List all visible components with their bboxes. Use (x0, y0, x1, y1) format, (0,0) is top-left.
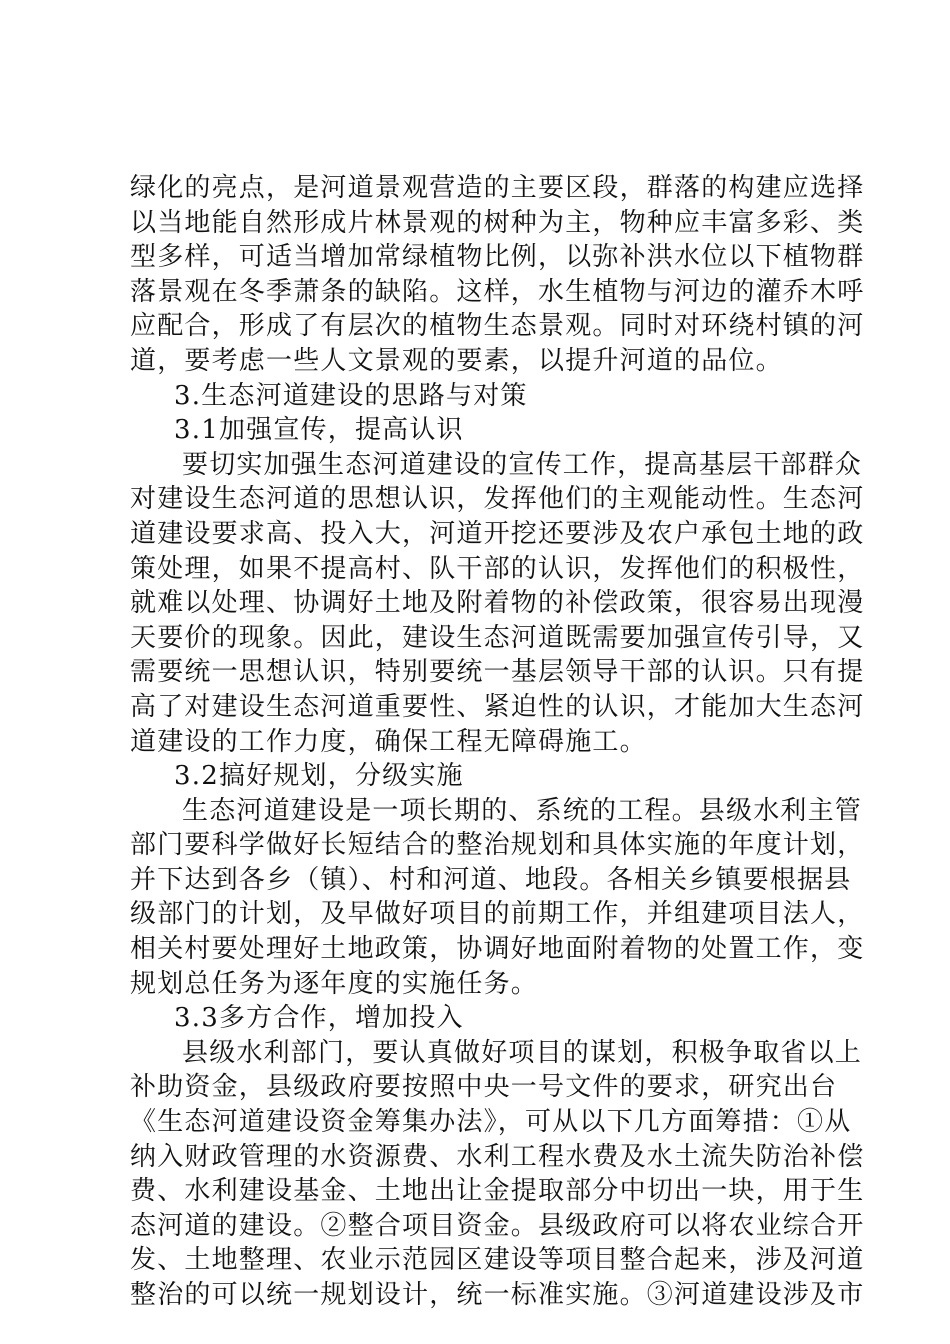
paragraph-line: 规划总任务为逐年度的实施任务。 (130, 968, 539, 999)
paragraph-line: 费、水利建设基金、土地出让金提取部分中切出一块，用于生 (130, 1176, 865, 1207)
paragraph-line: 要切实加强生态河道建设的宣传工作，提高基层干部群众 (182, 449, 863, 480)
paragraph-line: 整治的可以统一规划设计，统一标准实施。③河道建设涉及市 (130, 1280, 865, 1310)
subsection-heading: 3.2搞好规划，分级实施 (174, 761, 464, 792)
section-heading: 3.生态河道建设的思路与对策 (174, 380, 528, 411)
paragraph-line: 态河道的建设。②整合项目资金。县级政府可以将农业综合开 (130, 1210, 865, 1241)
paragraph-line: 需要统一思想认识，特别要统一基层领导干部的认识。只有提 (130, 657, 865, 688)
paragraph-line: 策处理，如果不提高村、队干部的认识，发挥他们的积极性， (130, 553, 865, 584)
body-text (130, 171, 865, 1313)
paragraph-line: 对建设生态河道的思想认识，发挥他们的主观能动性。生态河 (130, 484, 865, 515)
paragraph-line: 型多样，可适当增加常绿植物比例，以弥补洪水位以下植物群 (130, 242, 865, 273)
paragraph-line: 落景观在冬季萧条的缺陷。这样，水生植物与河边的灌乔木呼 (130, 276, 865, 307)
paragraph-line: 天要价的现象。因此，建设生态河道既需要加强宣传引导，又 (130, 622, 865, 653)
paragraph-line: 应配合，形成了有层次的植物生态景观。同时对环绕村镇的河 (130, 311, 865, 342)
paragraph-line: 发、土地整理、农业示范园区建设等项目整合起来，涉及河道 (130, 1245, 865, 1276)
subsection-heading: 3.3多方合作，增加投入 (174, 1003, 464, 1034)
paragraph-line: 就难以处理、协调好土地及附着物的补偿政策，很容易出现漫 (130, 588, 865, 619)
paragraph-line: 道建设要求高、投入大，河道开挖还要涉及农户承包土地的政 (130, 518, 865, 549)
subsection-heading: 3.1加强宣传，提高认识 (174, 415, 464, 446)
paragraph-line: 绿化的亮点，是河道景观营造的主要区段，群落的构建应选择 (130, 173, 865, 203)
paragraph-line: 补助资金，县级政府要按照中央一号文件的要求，研究出台 (130, 1072, 838, 1103)
paragraph-line: 道，要考虑一些人文景观的要素，以提升河道的品位。 (130, 345, 783, 376)
paragraph-line: 高了对建设生态河道重要性、紧迫性的认识，才能加大生态河 (130, 691, 865, 722)
paragraph-line: 以当地能自然形成片林景观的树种为主，物种应丰富多彩、类 (130, 207, 865, 238)
paragraph-line: 县级水利部门，要认真做好项目的谋划，积极争取省以上 (182, 1037, 863, 1068)
paragraph-line: 相关村要处理好土地政策，协调好地面附着物的处置工作，变 (130, 934, 865, 965)
paragraph-line: 级部门的计划，及早做好项目的前期工作，并组建项目法人， (130, 899, 865, 930)
paragraph-line: 部门要科学做好长短结合的整治规划和具体实施的年度计划， (130, 830, 865, 861)
paragraph-line: 纳入财政管理的水资源费、水利工程水费及水土流失防治补偿 (130, 1141, 865, 1172)
paragraph-line: 《生态河道建设资金筹集办法》，可从以下几方面筹措：①从 (130, 1107, 852, 1138)
paragraph-line: 生态河道建设是一项长期的、系统的工程。县级水利主管 (182, 795, 863, 826)
paragraph-line: 并下达到各乡（镇）、村和河道、地段。各相关乡镇要根据县 (130, 864, 852, 895)
paragraph-line: 道建设的工作力度，确保工程无障碍施工。 (130, 726, 647, 757)
